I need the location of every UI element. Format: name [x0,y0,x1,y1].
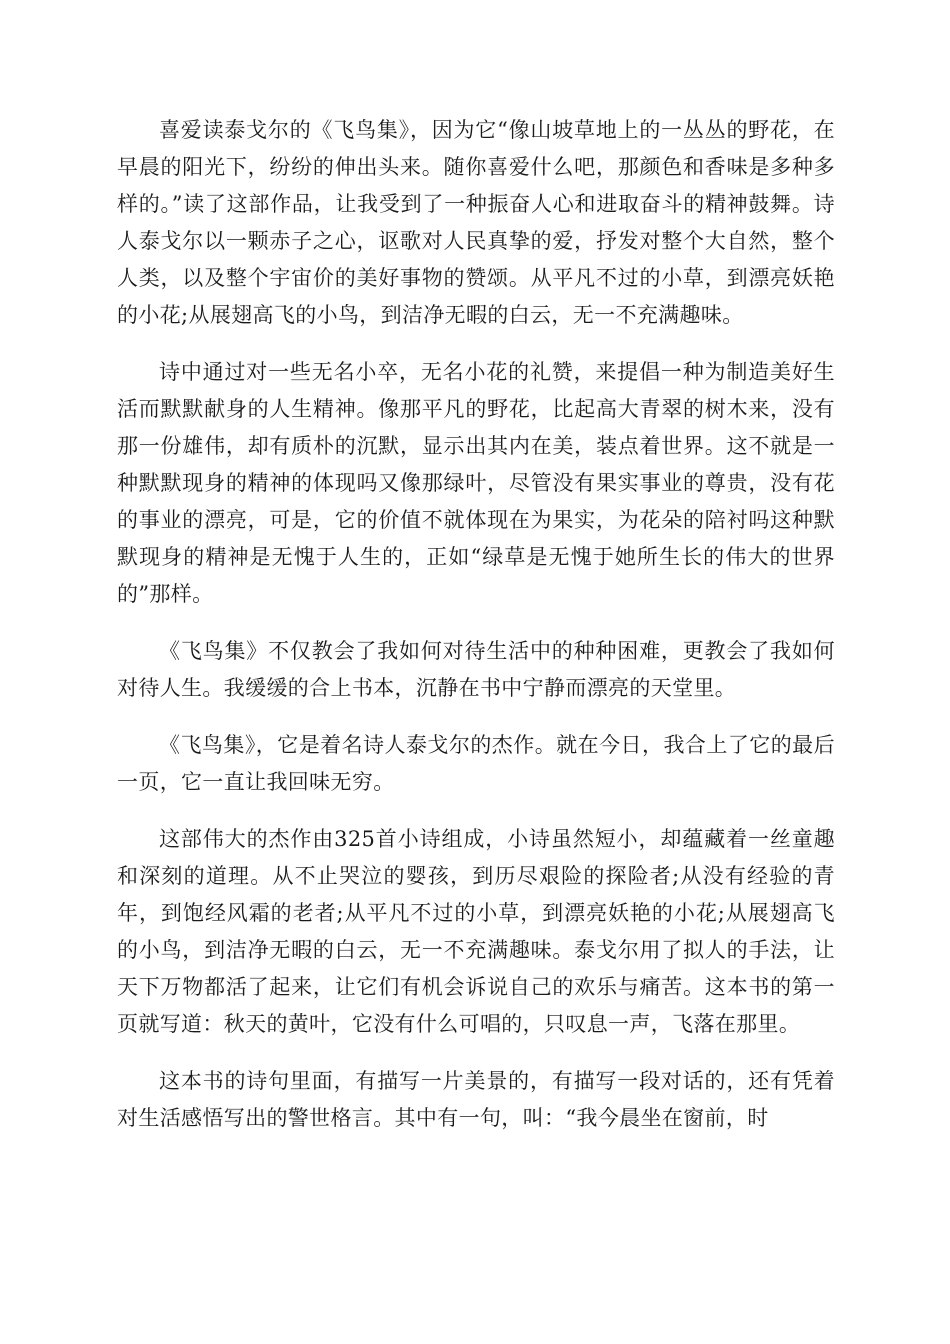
paragraph-5: 这部伟大的杰作由325首小诗组成，小诗虽然短小，却蕴藏着一丝童趣和深刻的道理。从不止哭泣的婴孩，到历尽艰险的探险者;从没有经验的青年，到饱经风霜的老者;从平凡不过的小草，到漂亮妖艳的小花;从展翅高飞的小鸟，到洁净无暇的白云，无一不充满趣味。泰戈尔用了拟人的手法，让天下万物都活了起来，让它们有机会诉说自己的欢乐与痛苦。这本书的第一页就写道：秋天的黄叶，它没有什么可唱的，只叹息一声，飞落在那里。 [117,827,835,1036]
paragraph-1: 喜爱读泰戈尔的《飞鸟集》，因为它“像山坡草地上的一丛丛的野花，在早晨的阳光下，纷纷的伸出头来。随你喜爱什么吧，那颜色和香味是多种多样的。”读了这部作品，让我受到了一种振奋人心和进取奋斗的精神鼓舞。诗人泰戈尔以一颗赤子之心，讴歌对人民真挚的爱，抒发对整个大自然，整个人类，以及整个宇宙价的美好事物的赞颂。从平凡不过的小草，到漂亮妖艳的小花;从展翅高飞的小鸟，到洁净无暇的白云，无一不充满趣味。 [117,118,835,327]
paragraph-4: 《飞鸟集》，它是着名诗人泰戈尔的杰作。就在今日，我合上了它的最后一页，它一直让我回味无穷。 [117,733,835,794]
paragraph-3: 《飞鸟集》不仅教会了我如何对待生活中的种种困难，更教会了我如何对待人生。我缓缓的合上书本，沉静在书中宁静而漂亮的天堂里。 [117,639,835,700]
paragraph-2: 诗中通过对一些无名小卒，无名小花的礼赞，来提倡一种为制造美好生活而默默献身的人生精神。像那平凡的野花，比起高大青翠的树木来，没有那一份雄伟，却有质朴的沉默，显示出其内在美，装点着世界。这不就是一种默默现身的精神的体现吗又像那绿叶，尽管没有果实事业的尊贵，没有花的事业的漂亮，可是，它的价值不就体现在为果实，为花朵的陪衬吗这种默默现身的精神是无愧于人生的，正如“绿草是无愧于她所生长的伟大的世界的”那样。 [117,360,835,606]
paragraph-6: 这本书的诗句里面，有描写一片美景的，有描写一段对话的，还有凭着对生活感悟写出的警世格言。其中有一句，叫：“我今晨坐在窗前，时 [117,1069,835,1130]
document-body [117,112,835,1157]
